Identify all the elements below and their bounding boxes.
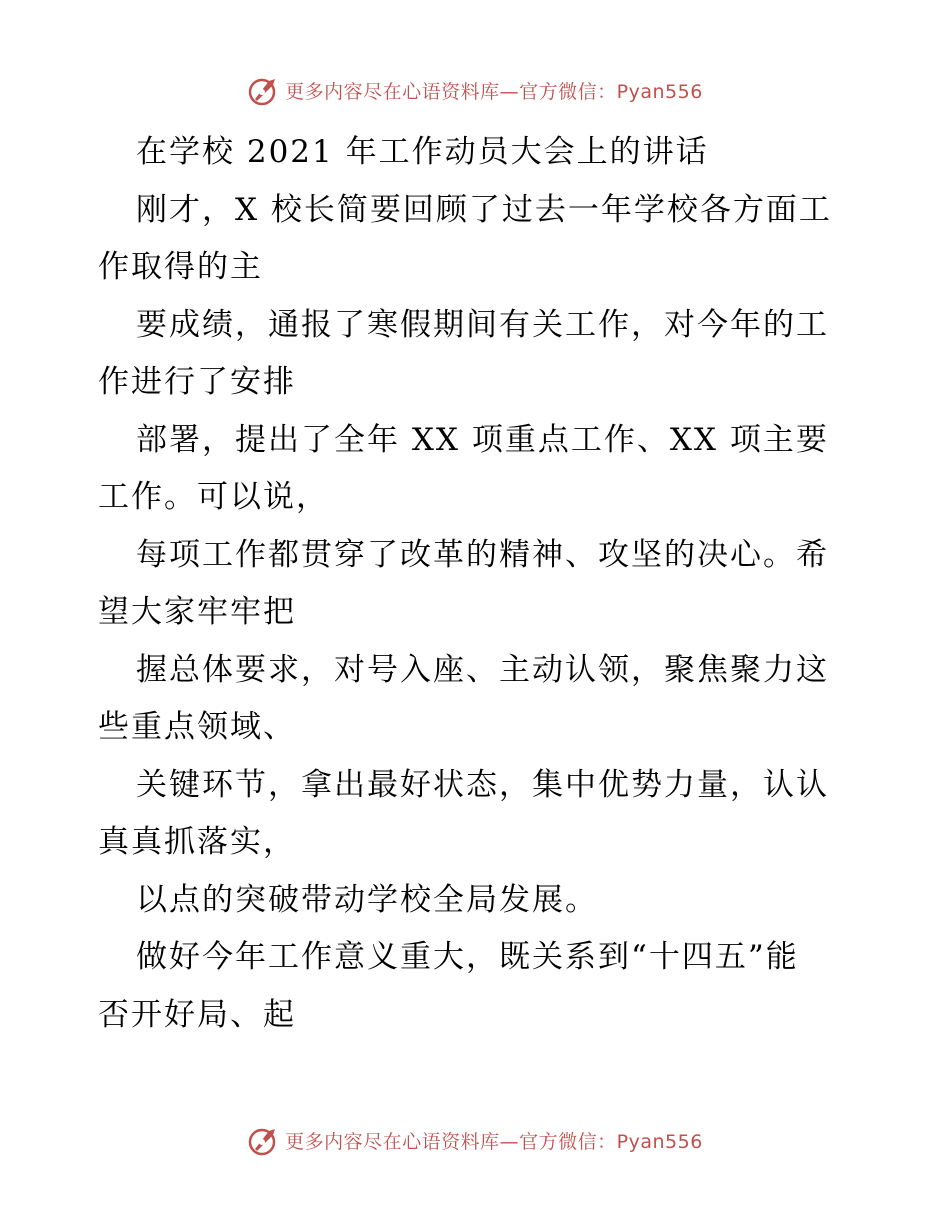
header-banner-text: 更多内容尽在心语资料库—官方微信：Pyan556 xyxy=(285,80,703,103)
pen-nib-logo-icon xyxy=(247,1123,281,1157)
document-body xyxy=(98,124,858,1044)
text-line: 工作。可以说， xyxy=(98,479,329,515)
text-line: 作取得的主 xyxy=(98,249,263,285)
footer-banner xyxy=(0,1120,950,1160)
text-line: 关键环节，拿出最好状态，集中优势力量，认认 xyxy=(136,766,829,803)
text-line: 做好今年工作意义重大，既关系到“十四五”能 xyxy=(136,939,799,975)
text-line: 每项工作都贯穿了改革的精神、攻坚的决心。希 xyxy=(136,536,829,573)
text-line: 真真抓落实， xyxy=(98,824,296,860)
text-line: 以点的突破带动学校全局发展。 xyxy=(136,881,598,918)
footer-banner-text: 更多内容尽在心语资料库—官方微信：Pyan556 xyxy=(285,1130,703,1153)
document-title: 在学校 2021 年工作动员大会上的讲话 xyxy=(136,134,709,170)
text-line: 部署，提出了全年 XX 项重点工作、XX 项主要 xyxy=(136,421,829,458)
text-line: 望大家牢牢把 xyxy=(98,594,296,630)
header-banner xyxy=(0,70,950,110)
text-line: 刚才，X 校长简要回顾了过去一年学校各方面工 xyxy=(136,191,832,228)
text-line: 要成绩，通报了寒假期间有关工作，对今年的工 xyxy=(136,306,829,343)
text-line: 握总体要求，对号入座、主动认领，聚焦聚力这 xyxy=(136,651,829,688)
text-line: 些重点领域、 xyxy=(98,709,296,745)
text-line: 作进行了安排 xyxy=(98,364,296,400)
pen-nib-logo-icon xyxy=(247,73,281,107)
text-line: 否开好局、起 xyxy=(98,996,296,1033)
